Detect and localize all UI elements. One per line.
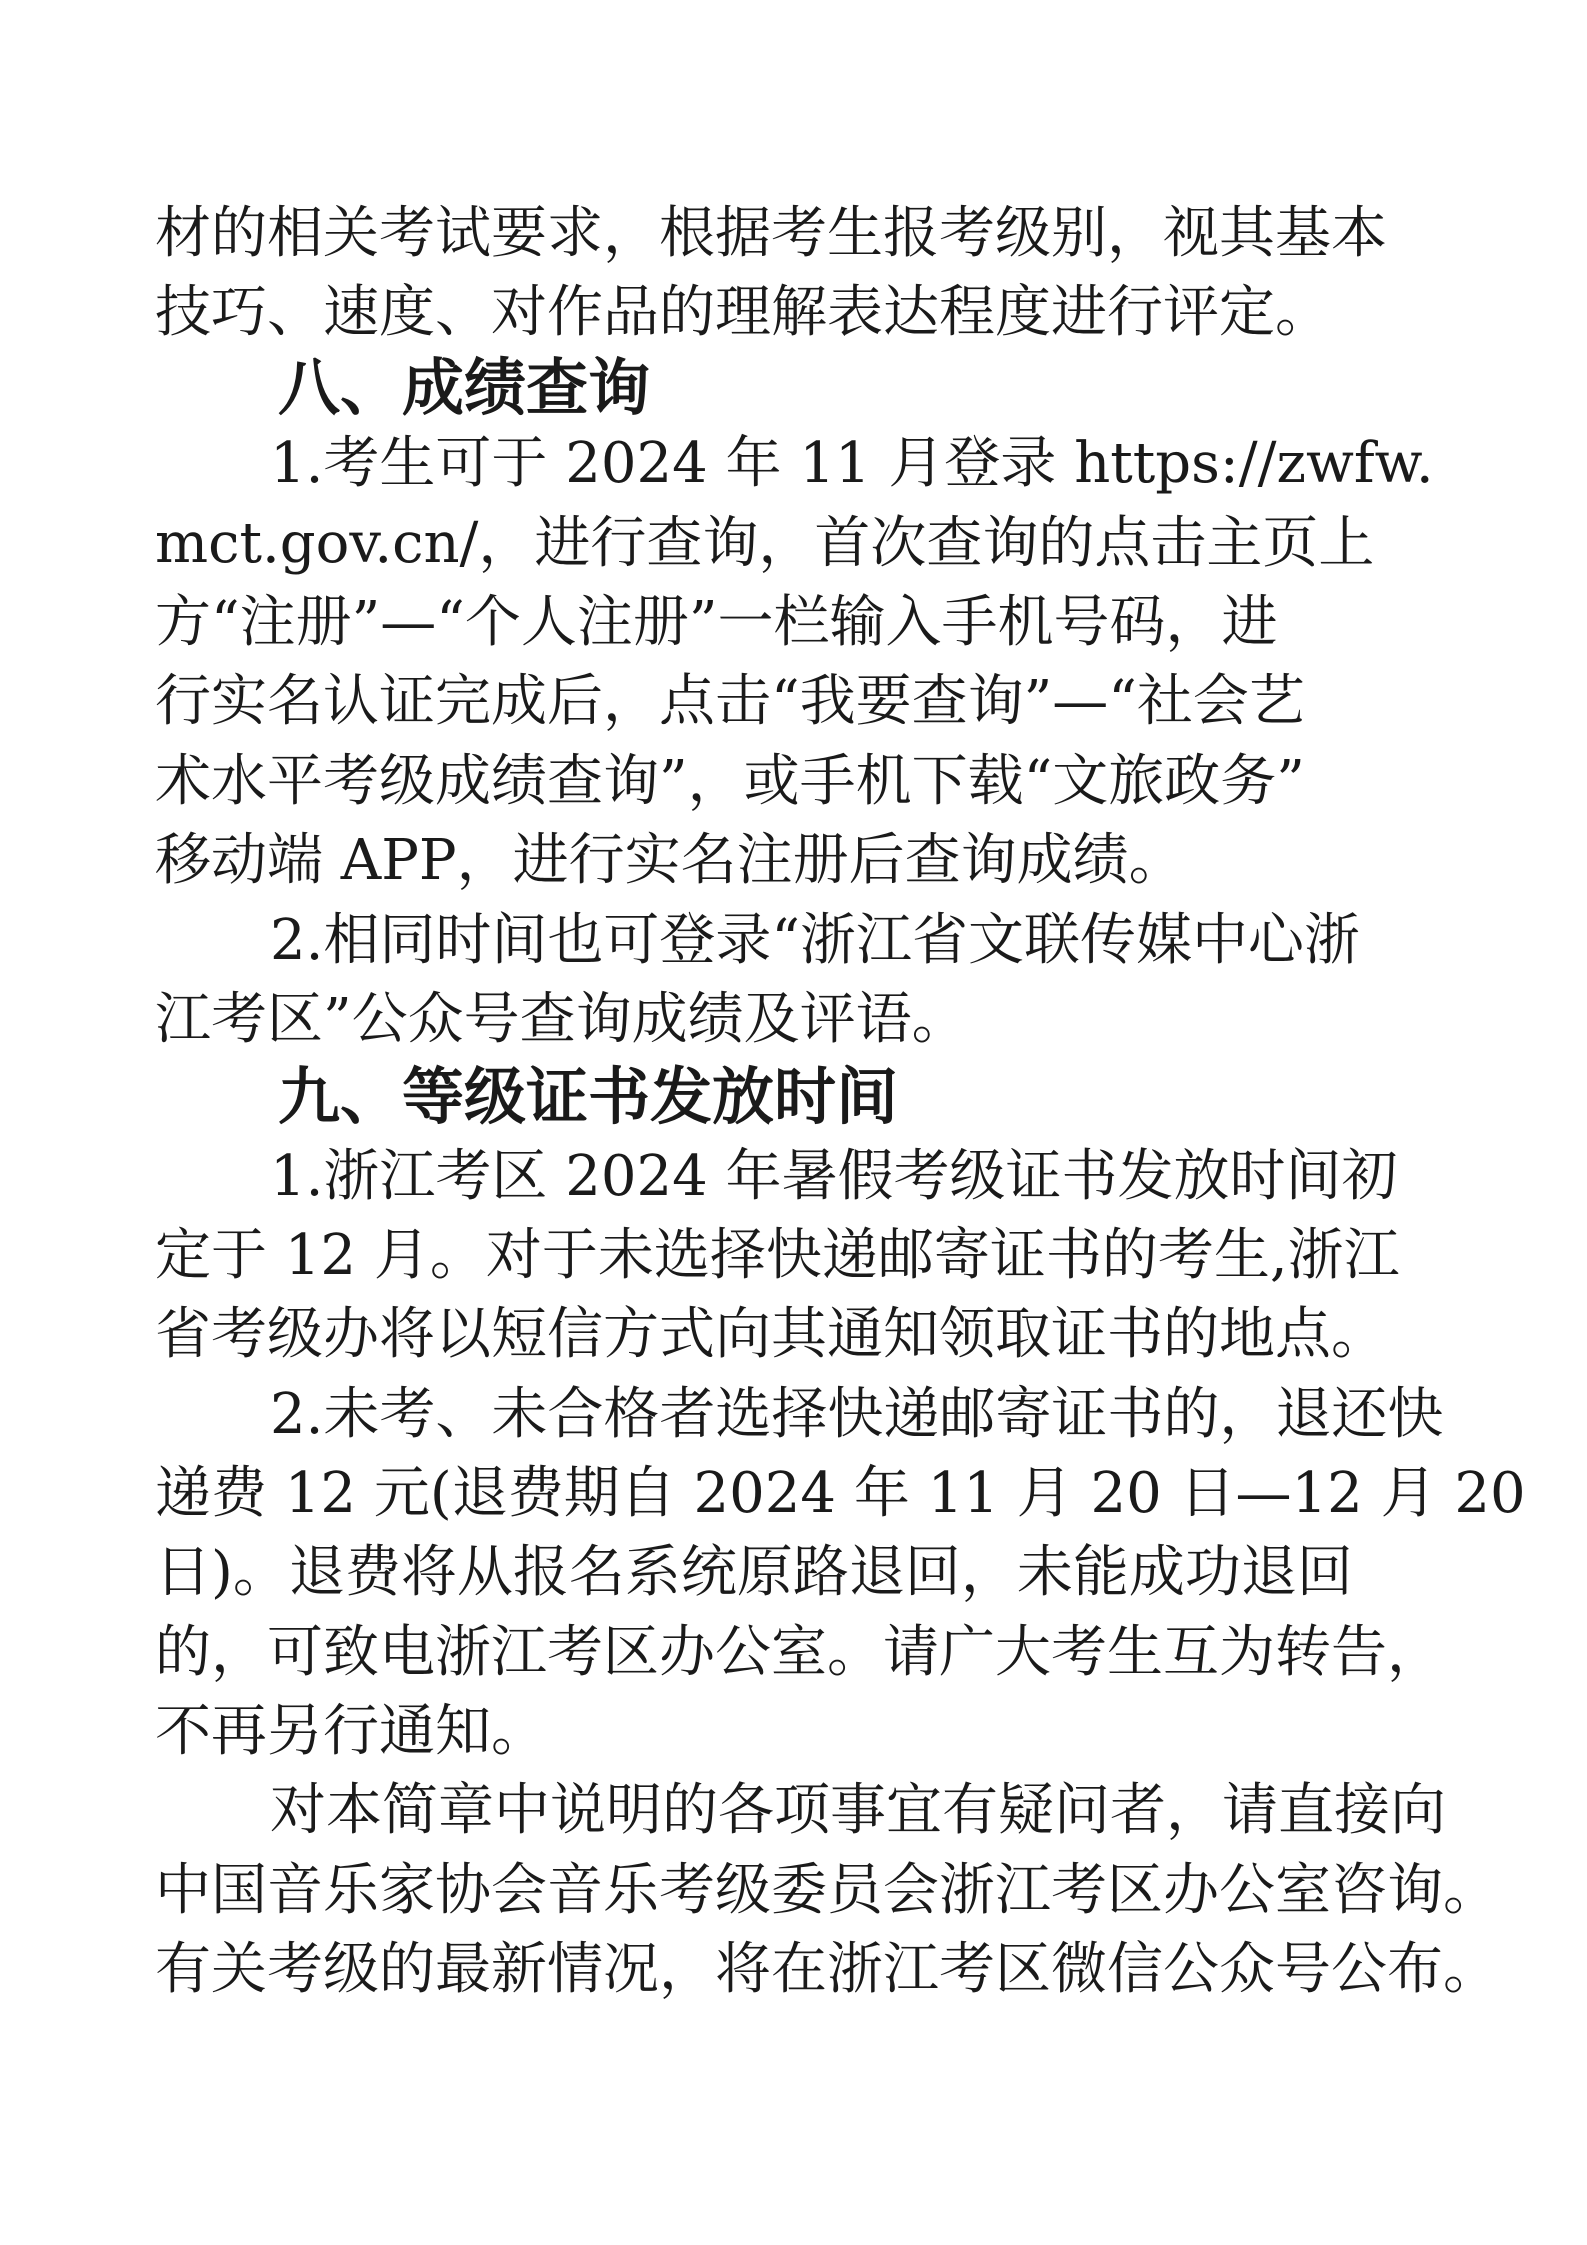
paragraph-line: 1.浙江考区 2024 年暑假考级证书发放时间初 <box>270 1144 1398 1209</box>
paragraph-line: 2.相同时间也可登录“浙江省文联传媒中心浙 <box>270 908 1361 973</box>
paragraph-line: 省考级办将以短信方式向其通知领取证书的地点。 <box>155 1302 1387 1367</box>
paragraph-line: 行实名认证完成后，点击“我要查询”—“社会艺 <box>155 669 1305 734</box>
closing-line: 中国音乐家协会音乐考级委员会浙江考区办公室咨询。 <box>155 1858 1499 1923</box>
paragraph-line: 日)。退费将从报名系统原路退回，未能成功退回 <box>155 1540 1353 1605</box>
paragraph-line: 江考区”公众号查询成绩及评语。 <box>155 987 968 1052</box>
paragraph-line: mct.gov.cn/，进行查询，首次查询的点击主页上 <box>155 511 1375 576</box>
paragraph-line: 递费 12 元(退费期自 2024 年 11 月 20 日—12 月 20 <box>155 1461 1526 1526</box>
paragraph-line: 术水平考级成绩查询”，或手机下载“文旅政务” <box>155 749 1305 814</box>
paragraph-line: 定于 12 月。对于未选择快递邮寄证书的考生,浙江 <box>155 1223 1400 1288</box>
intro-line-2: 技巧、速度、对作品的理解表达程度进行评定。 <box>155 280 1331 345</box>
closing-line: 有关考级的最新情况，将在浙江考区微信公众号公布。 <box>155 1937 1499 2002</box>
paragraph-line: 1.考生可于 2024 年 11 月登录 https://zwfw. <box>270 431 1434 496</box>
paragraph-line: 不再另行通知。 <box>155 1699 547 1764</box>
paragraph-line: 的，可致电浙江考区办公室。请广大考生互为转告， <box>155 1620 1443 1685</box>
closing-line: 对本简章中说明的各项事宜有疑问者，请直接向 <box>270 1778 1446 1843</box>
paragraph-line: 移动端 APP，进行实名注册后查询成绩。 <box>155 828 1185 893</box>
section-heading-certificate-issuance: 九、等级证书发放时间 <box>278 1060 899 1133</box>
intro-line-1: 材的相关考试要求，根据考生报考级别，视其基本 <box>155 201 1387 266</box>
paragraph-line: 方“注册”—“个人注册”一栏输入手机号码，进 <box>155 590 1278 655</box>
paragraph-line: 2.未考、未合格者选择快递邮寄证书的，退还快 <box>270 1382 1444 1447</box>
section-heading-score-query: 八、成绩查询 <box>278 351 651 424</box>
